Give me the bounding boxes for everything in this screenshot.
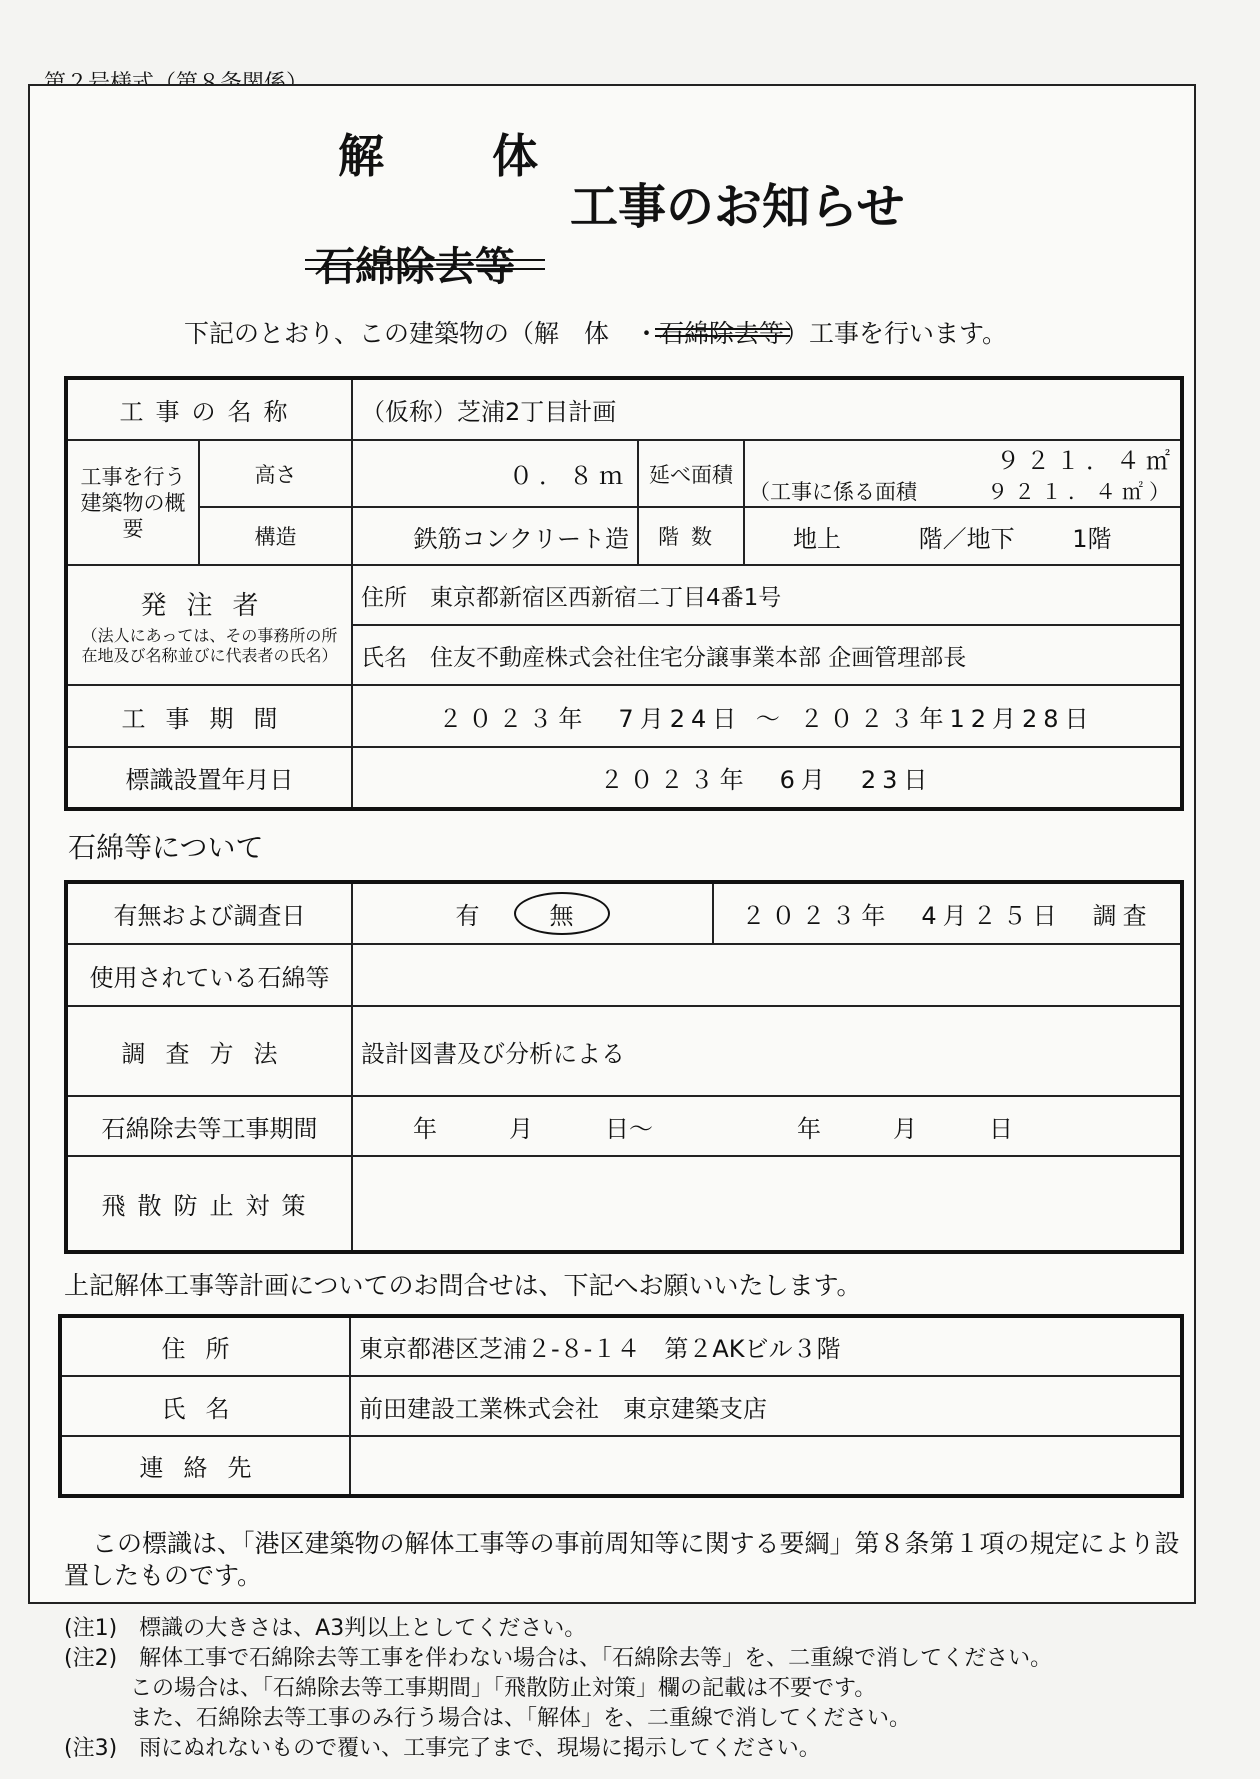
closing-statement: この標識は、「港区建築物の解体工事等の事前周知等に関する要綱」第８条第１項の規定により設置したものです。 [64,1529,1180,1590]
period-label: 工事期間 [66,685,352,747]
intro-before: 下記のとおり、この建築物の（ [184,319,535,348]
note-2-line-3: また、石綿除去等工事のみ行う場合は、「解体」を、二重線で消してください。 [130,1706,912,1731]
title-demolition: 解体 [338,129,646,183]
work-area-label: （工事に係る面積 [749,480,917,504]
floor-area-cell [744,440,1182,507]
removal-period-label: 石綿除去等工事期間 [66,1096,352,1156]
used-asbestos-value [352,944,1182,1006]
floors-below: 1階 [1072,524,1112,553]
intro-asbestos-text: 石綿除去等 [659,319,785,348]
project-table [64,376,1184,811]
presence-value [352,882,713,944]
double-strike-line [655,328,790,337]
intro-after: ）工事を行います。 [784,319,1008,348]
presence-label: 有無および調査日 [66,882,352,944]
floors-value [744,507,1182,565]
note-2-line-2: この場合は、「石綿除去等工事期間」「飛散防止対策」欄の記載は不要です。 [130,1676,877,1701]
used-asbestos-label: 使用されている石綿等 [66,944,352,1006]
client-label: 発注者 [140,590,279,621]
absent-option-circled: 無 [514,892,610,935]
intro-sentence [184,314,1007,350]
project-name-label: 工事の名称 [66,378,352,440]
removal-period-value: 年 月 日～ 年 月 日 [352,1096,1182,1156]
title-asbestos-text: 石綿除去等 [315,244,515,290]
period-value: ２０２３年 7月24日 ～ ２０２３年12月28日 [352,685,1182,747]
project-name-value: （仮称）芝浦2丁目計画 [352,378,1182,440]
work-area-value: ９２１．４㎡） [987,480,1177,504]
survey-method-label: 調査方法 [66,1006,352,1096]
scatter-prevention-value [352,1156,1182,1252]
inquiry-text: 上記解体工事等計画についてのお問合せは、下記へお願いいたします。 [64,1271,862,1300]
floors-label: 階数 [638,507,744,565]
title-asbestos-struck [315,235,515,292]
contractor-name-value: 前田建設工業株式会社 東京建築支店 [350,1376,1182,1436]
structure-label: 構造 [199,507,352,565]
contractor-address-value: 東京都港区芝浦２-８-１４ 第２AKビル３階 [350,1316,1182,1376]
height-label: 高さ [199,440,352,507]
note-2: (注2) 解体工事で石綿除去等工事を伴わない場合は、「石綿除去等」を、二重線で消してください。 [64,1646,1053,1671]
double-strike-line [305,259,545,270]
client-name: 氏名 住友不動産株式会社住宅分譲事業本部 企画管理部長 [352,625,1182,685]
floors-above: 地上 [793,524,841,553]
contractor-address-label: 住所 [60,1316,350,1376]
asbestos-section-heading: 石綿等について [68,831,264,864]
notes [64,1614,1052,1764]
survey-date: ２０２３年 4月２５日 調査 [713,882,1182,944]
present-option: 有 [455,902,480,930]
floor-area-value: ９２１．４㎡ [996,447,1177,475]
asbestos-table [64,880,1184,1254]
sign-date-label: 標識設置年月日 [66,747,352,809]
client-address: 住所 東京都新宿区西新宿二丁目4番1号 [352,565,1182,625]
scatter-prevention-label: 飛散防止対策 [66,1156,352,1252]
contact-label: 連絡先 [60,1436,350,1496]
intro-demolition: 解 体 ・ [534,319,660,348]
note-1: (注1) 標識の大きさは、A3判以上としてください。 [64,1616,587,1641]
contact-table [58,1314,1184,1498]
height-value: ０．８ｍ [352,440,638,507]
survey-method-value: 設計図書及び分析による [352,1006,1182,1096]
client-label-cell [66,565,352,685]
building-overview-label: 工事を行う建築物の概要 [66,440,199,565]
floors-sep: 階／地下 [918,524,1015,553]
title-main: 工事のお知らせ [570,179,905,235]
client-note: （法人にあっては、その事務所の所在地及び名称並びに代表者の氏名） [81,625,338,665]
floor-area-label: 延べ面積 [638,440,744,507]
intro-asbestos-struck [659,314,784,350]
sign-date-value: ２０２３年 6月 23日 [352,747,1182,809]
work-area-row [749,476,1176,506]
note-3: (注3) 雨にぬれないもので覆い、工事完了まで、現場に掲示してください。 [64,1736,821,1761]
contact-value [350,1436,1182,1496]
structure-value: 鉄筋コンクリート造 [352,507,638,565]
contractor-name-label: 氏名 [60,1376,350,1436]
